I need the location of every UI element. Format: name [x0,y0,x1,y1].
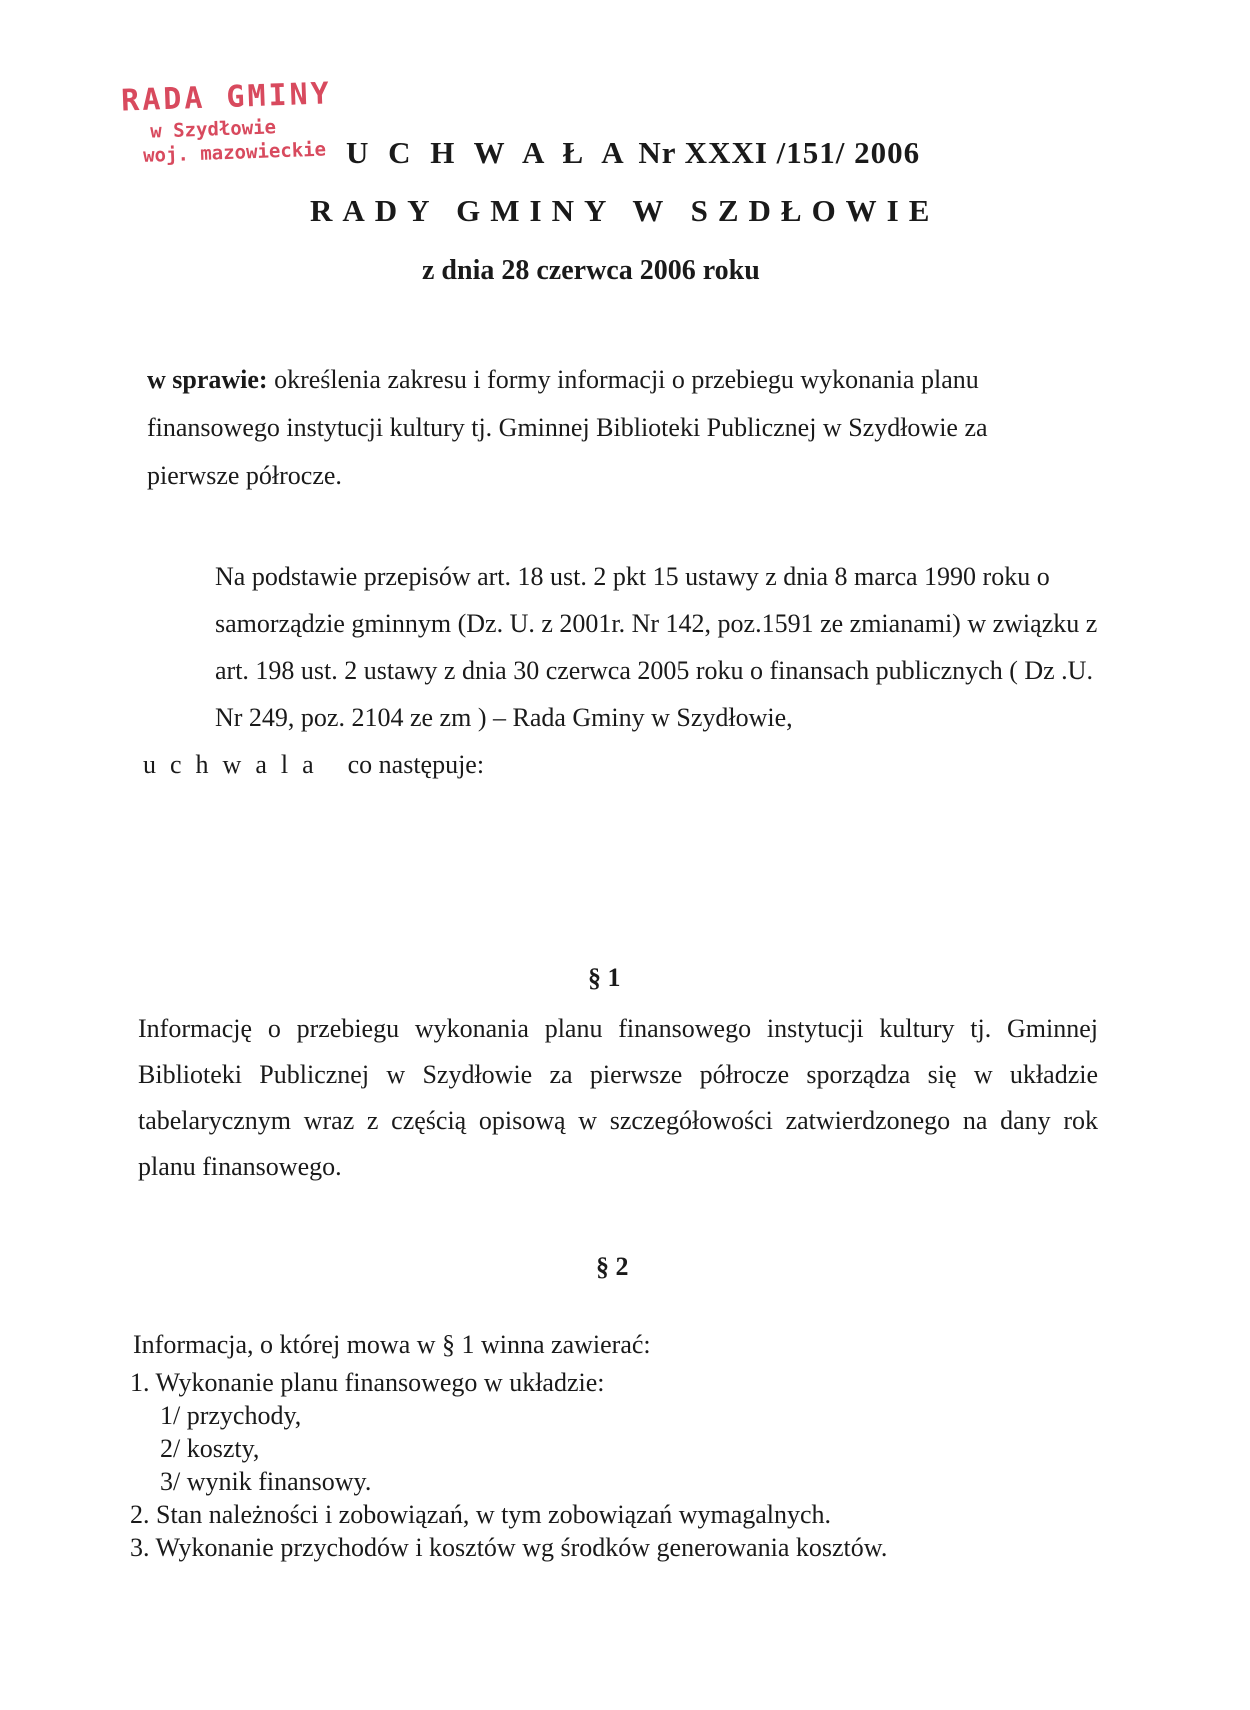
stamp-title: RADA GMINY [120,76,333,119]
resolution-word: U C H W A Ł A [346,135,630,170]
section-2-intro: Informacja, o której mowa w § 1 winna zawierać: [133,1330,651,1359]
section-1-text: Informację o przebiegu wykonania planu finansowego instytucji kultury tj. Gminnej Biblioteki Publicznej w Szydłowie za pierwsze półrocze sporządza się w układzie tabelarycznym wraz z częścią opisową w szczegółowości zatwierdzonego na dany rok planu finansowego. [138,1014,1098,1181]
section-2-list [130,1366,1090,1564]
list-item: 1. Wykonanie planu finansowego w układzie: [130,1368,605,1397]
list-item: 3. Wykonanie przychodów i kosztów wg środków generowania kosztów. [130,1533,888,1562]
section-1-sign: § 1 [588,963,621,992]
subject-text: określenia zakresu i formy informacji o przebiegu wykonania planu finansowego instytucji kultury tj. Gminnej Biblioteki Publicznej w Szydłowie za pierwsze półrocze. [147,365,988,490]
resolves-word: uchwala [143,750,328,779]
section-2-sign: § 2 [596,1252,629,1281]
legal-basis-paragraph [143,553,1098,788]
subject-label: w sprawie: [147,365,268,394]
council-stamp [119,76,334,168]
list-subitem: 1/ przychody, [160,1401,302,1430]
list-subitem: 2/ koszty, [160,1434,260,1463]
list-item: 2. Stan należności i zobowiązań, w tym zobowiązań wymagalnych. [130,1500,832,1529]
stamp-line-location: w Szydłowie [149,116,277,143]
resolution-date: z dnia 28 czerwca 2006 roku [422,255,760,286]
follows-text: co następuje: [347,750,485,779]
resolution-title [346,135,920,171]
issuer-heading: RADY GMINY W SZDŁOWIE [310,193,940,228]
list-subitem: 3/ wynik finansowy. [160,1467,372,1496]
resolution-clause [143,741,1098,788]
legal-basis-text: Na podstawie przepisów art. 18 ust. 2 pkt 15 ustawy z dnia 8 marca 1990 roku o samorządzie gminnym (Dz. U. z 2001r. Nr 142, poz.1591 ze zmianami) w związku z art. 198 ust. 2 ustawy z dnia 30 czerwca 2005 roku o finansach publicznych ( Dz .U. Nr 249, poz. 2104 ze zm ) – Rada Gminy w Szydłowie, [215,562,1098,732]
stamp-line-voivodeship: woj. mazowieckie [142,138,327,167]
subject-paragraph [147,356,1077,500]
resolution-number: Nr XXXI /151/ 2006 [638,135,921,170]
